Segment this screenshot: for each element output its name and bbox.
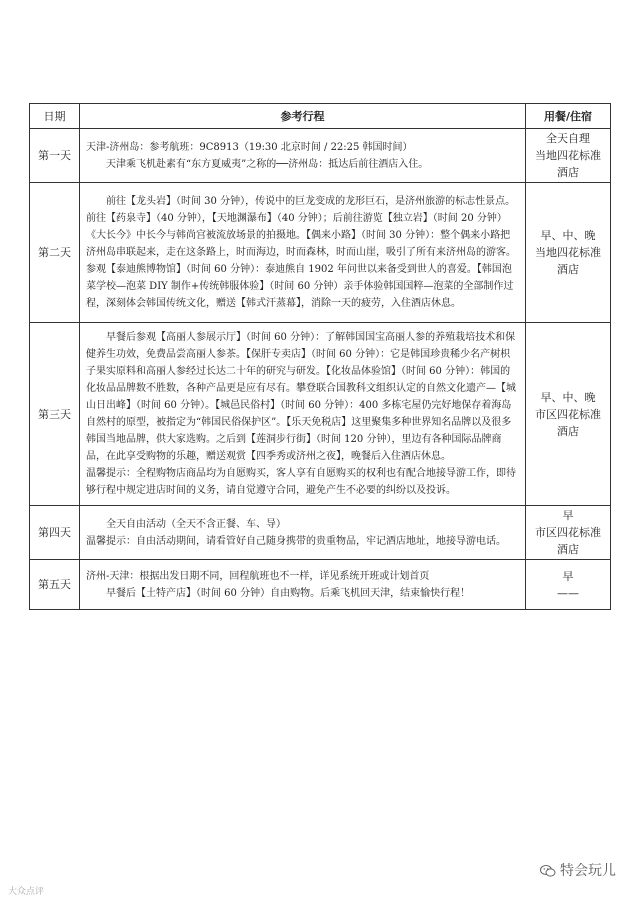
- meal-line: 市区四花标准: [535, 407, 601, 421]
- watermark-text: 特会玩儿: [560, 863, 616, 879]
- table-row: [30, 560, 611, 610]
- itinerary-table: [29, 103, 611, 610]
- day-label: 第二天: [30, 183, 80, 323]
- day-label: 第一天: [30, 129, 80, 183]
- meal-line: 酒店: [557, 424, 579, 438]
- header-meal: 用餐/住宿: [526, 104, 611, 129]
- itinerary-line: 早餐后参观【高丽人参展示厅】（时间 60 分钟）：了解韩国国宝高丽人参的养殖栽培技术和保健养生功效，免费品尝高丽人参茶。【保肝专卖店】（时间 60 分钟）：它是韩国珍贵稀少名产树枳子果实原料和高丽人参经过长达二十年的研究与研发。【化妆品体验馆】（时间 60 分钟）：韩国的化妆品品牌数不胜数，各种产品更是应有尽有。攀登联合国教科文组织认定的自然文化遗产—【城山日出峰】（时间 60 分钟）。【城邑民俗村】（时间 60 分钟）：400 多栋宅屋仍完好地保存着海岛自然村的原型，被指定为“韩国民俗保护区”。【乐天免税店】这里聚集多种世界知名品牌以及很多韩国当地品牌，供大家选购。之后到【莲洞步行街】（时间 120 分钟），里边有各种国际品牌商品，在此享受购物的乐趣，赠送观赏【四季秀或济州之夜】，晚餐后入住酒店休息。: [86, 332, 516, 462]
- meal-line: 酒店: [557, 166, 579, 179]
- brand-watermark: 大众点评: [8, 887, 45, 897]
- meal-line: 早: [562, 569, 574, 583]
- itinerary-line: 全天自由活动（全天不含正餐、车、导）: [106, 518, 286, 530]
- table-row: [30, 506, 611, 560]
- itinerary-line: 温馨提示：全程购物店商品均为自愿购买，客人享有自愿购买的权利也有配合地接导游工作，即待够行程中规定进店时间的义务，请自觉遵守合同，避免产生不必要的纠纷以及投诉。: [86, 468, 516, 496]
- wechat-icon: [540, 864, 556, 878]
- itinerary-line: 温馨提示：自由活动期间，请看管好自己随身携带的贵重物品，牢记酒店地址，地接导游电话。: [86, 535, 506, 547]
- itinerary-cell: [80, 323, 526, 506]
- watermark: [540, 860, 616, 880]
- itinerary-cell: [80, 129, 526, 183]
- header-date: 日期: [30, 104, 80, 129]
- day-label: 第五天: [30, 560, 80, 610]
- meal-cell: [526, 323, 611, 506]
- day-label: 第三天: [30, 323, 80, 506]
- meal-cell: [526, 129, 611, 183]
- meal-line: 早: [562, 509, 574, 522]
- meal-line: 当地四花标准: [535, 149, 601, 162]
- itinerary-cell: [80, 560, 526, 610]
- meal-line: 酒店: [557, 263, 579, 276]
- meal-line: 早、中、晚: [540, 229, 596, 242]
- header-itinerary: 参考行程: [80, 104, 526, 129]
- itinerary-line: 天津-济州岛：参考航班：9C8913（19:30 北京时间 / 22:25 韩国时间）: [86, 141, 413, 153]
- table-row: [30, 323, 611, 506]
- meal-cell: [526, 506, 611, 560]
- day-label: 第四天: [30, 506, 80, 560]
- itinerary-line: 济州-天津：根据出发日期不同，回程航班也不一样，详见系统开班或计划首页: [86, 570, 430, 582]
- table-header-row: [30, 104, 611, 129]
- itinerary-cell: [80, 183, 526, 323]
- itinerary-line: 天津乘飞机赴素有“东方夏威夷”之称的──济州岛：抵达后前往酒店入住。: [106, 158, 429, 170]
- itinerary-cell: [80, 506, 526, 560]
- meal-line: 早、中、晚: [540, 390, 596, 404]
- meal-line: ——: [557, 586, 579, 600]
- meal-line: 酒店: [557, 543, 579, 556]
- meal-cell: [526, 183, 611, 323]
- table-row: [30, 183, 611, 323]
- meal-line: 当地四花标准: [535, 246, 601, 259]
- itinerary-line: 前往【龙头岩】（时间 30 分钟），传说中的巨龙变成的龙形巨石，是济州旅游的标志性景点。 前往【药泉寺】（40 分钟），【天地渊瀑布】（40 分钟）；后前往游览【独立岩】（时间 20 分钟）《大长今》中长今与韩尚宫被流放场景的拍摄地。【偶来小路】（时间 30 分钟）：整个偶来小路把济州岛串联起来，走在这条路上，时而海边，时而森林，时而山崖，吸引了所有来济州岛的游客。参观【泰迪熊博物馆】（时间 60 分钟）：泰迪熊自 1902 年问世以来备受到世人的喜爱。【韩国泡菜学校—泡菜 DIY 制作+传统韩服体验】（时间 60 分钟）亲手体验韩国国粹—泡菜的全部制作过程，深刻体会韩国传统文化，赠送【韩式汗蒸幕】，消除一天的疲劳，入住酒店休息。: [86, 196, 516, 309]
- meal-cell: [526, 560, 611, 610]
- itinerary-line: 早餐后【土特产店】（时间 60 分钟）自由购物。后乘飞机回天津，结束愉快行程！: [106, 587, 471, 599]
- table-row: [30, 129, 611, 183]
- meal-line: 市区四花标准: [535, 526, 601, 539]
- meal-line: 全天自理: [546, 132, 590, 145]
